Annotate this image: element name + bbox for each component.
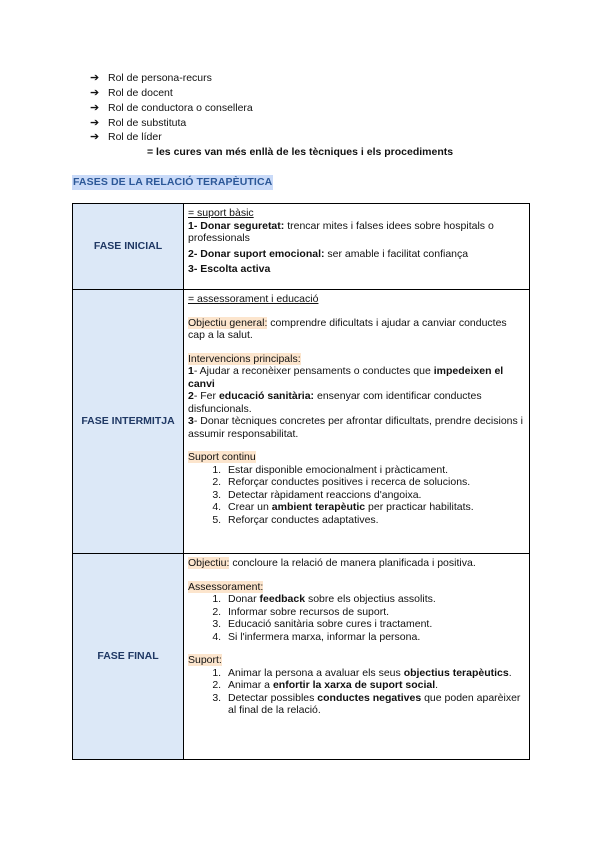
table-row-initial	[73, 204, 530, 290]
list-item: 2- Donar suport emocional: ser amable i facilitat confiança	[188, 247, 469, 260]
list-item	[90, 101, 253, 116]
roles-conclusion: = les cures van més enllà de les tècniques i els procediments	[147, 146, 454, 158]
phase-content-final	[184, 554, 530, 760]
objective: Objectiu: concloure la relació de manera planificada i positiva.	[188, 557, 476, 569]
list-item: 1. Donar feedback sobre els objectius assolits.	[224, 593, 525, 606]
list-item: 2. Informar sobre recursos de suport.	[224, 606, 525, 619]
list-item: 4. Si l'infermera marxa, informar la persona.	[224, 631, 525, 644]
list-item: 3. Detectar ràpidament reaccions d'angoixa.	[224, 489, 525, 502]
list-item: 3. Detectar possibles conductes negatives que poden aparèixer al final de la relació.	[224, 692, 525, 717]
support-label: Suport:	[188, 654, 222, 666]
list-item: 2- Fer educació sanitària: ensenyar com identificar conductes disfuncionals.	[188, 390, 482, 415]
phase-heading: = suport bàsic	[188, 207, 254, 219]
list-item	[90, 130, 253, 145]
list-item: 3. Educació sanitària sobre cures i tractament.	[224, 618, 525, 631]
role-label: Rol de docent	[108, 86, 173, 99]
arrow-right-icon: ➔	[90, 131, 100, 144]
list-item	[90, 115, 253, 130]
list-item: 5. Reforçar conductes adaptatives.	[224, 514, 525, 527]
list-item	[90, 71, 253, 86]
list-item	[90, 86, 253, 101]
phase-name-initial: FASE INICIAL	[73, 204, 184, 290]
list-item: 1- Ajudar a reconèixer pensaments o conductes que impedeixen el canvi	[188, 365, 504, 390]
roles-list	[90, 71, 253, 145]
list-item: 3- Donar tècniques concretes per afrontar dificultats, prendre decisions i assumir responsabilitat.	[188, 415, 524, 440]
support-list	[188, 464, 525, 527]
role-label: Rol de líder	[108, 131, 162, 144]
arrow-right-icon: ➔	[90, 72, 100, 85]
advice-label: Assessorament:	[188, 580, 264, 593]
objective-label: Objectiu general:	[188, 316, 268, 329]
phase-content-intermediate	[184, 290, 530, 554]
phase-content-initial	[184, 204, 530, 290]
objective: Objectiu general: comprendre dificultats i ajudar a canviar conductes cap a la salut.	[188, 316, 507, 341]
interventions-label: Intervencions principals:	[188, 352, 301, 365]
list-item: 4. Crear un ambient terapèutic per practicar habilitats.	[224, 501, 525, 514]
role-label: Rol de persona-recurs	[108, 72, 212, 85]
phase-heading: = assessorament i educació	[188, 293, 319, 305]
role-label: Rol de substituta	[108, 116, 187, 129]
list-item: 1- Donar seguretat: trencar mites i falses idees sobre hospitals o professionals	[188, 219, 494, 244]
support-list	[188, 667, 525, 717]
phases-table	[72, 203, 530, 760]
list-item: 1. Estar disponible emocionalment i pràcticament.	[224, 464, 525, 477]
table-row-final	[73, 554, 530, 760]
advice-list	[188, 593, 525, 643]
section-title: FASES DE LA RELACIÓ TERAPÈUTICA	[73, 176, 273, 188]
support-label: Suport continu	[188, 451, 256, 463]
role-label: Rol de conductora o consellera	[108, 101, 253, 114]
phase-name-final: FASE FINAL	[73, 554, 184, 760]
list-item: 3- Escolta activa	[188, 263, 271, 275]
list-item: 1. Animar la persona a avaluar els seus objectius terapèutics.	[224, 667, 525, 680]
objective-label: Objectiu:	[188, 557, 230, 569]
phase-name-intermediate: FASE INTERMITJA	[73, 290, 184, 554]
arrow-right-icon: ➔	[90, 86, 100, 99]
list-item: 2. Animar a enfortir la xarxa de suport social.	[224, 679, 525, 692]
arrow-right-icon: ➔	[90, 116, 100, 129]
table-row-intermediate	[73, 290, 530, 554]
arrow-right-icon: ➔	[90, 101, 100, 114]
list-item: 2. Reforçar conductes positives i recerca de solucions.	[224, 476, 525, 489]
